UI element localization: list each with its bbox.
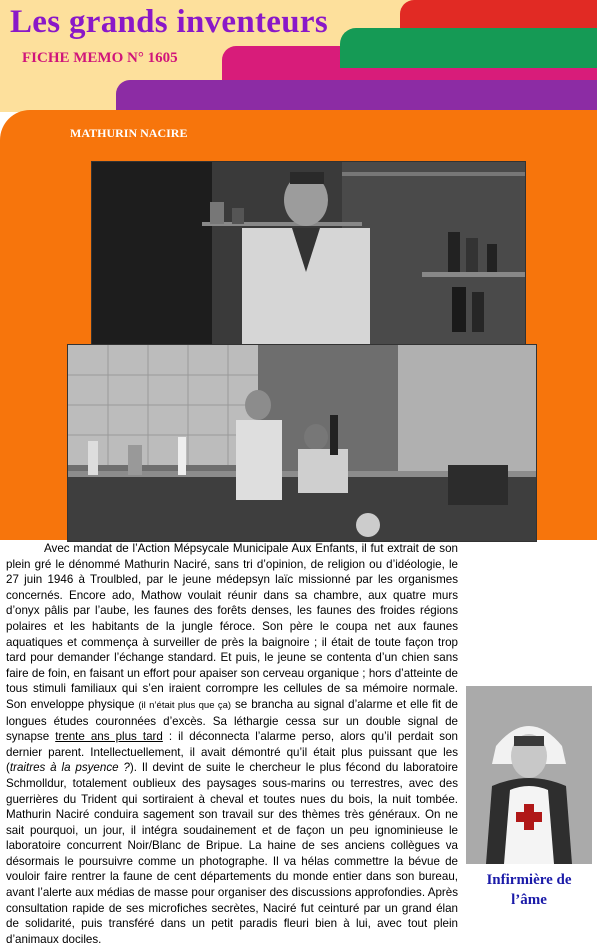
article-underline: trente ans plus tard	[55, 730, 163, 744]
nurse-image	[466, 686, 592, 864]
lab-photo-workbench-image	[68, 345, 536, 541]
article-text-4: ). Il devint de suite le chercheur le plus fécond du laboratoire Schmolldur, totalement oublieux des paysages sous-marins ou terrestres, avec des guerrières du Trident qui sortiraient à cheval et toutes nues du bois, la nuit tombée. Mathurin Naciré conduira sagement son travail sur des thèmes très généraux. On ne sait pourquoi, un jour, il intégra soudainement et de façon un peu ignominieuse le laboratoire concurrent Noir/Blanc de Bripue. La haine de ses anciens collègues va désormais le poursuivre comme un photographe. Il va hélas commettre la bévue de vouloir faire rentrer la faune de cent départements du monde entier dans son bureau, avant l’alerte aux médias de masse pour organiser des discussions approfondies. Après consultation rapide de ses microfiches secrètes, Naciré fut ceinturé par un grand élan de solidarité, puis transféré dans un petit paradis fleuri bien à lui, avec tout plein d’animaux dociles.	[6, 761, 458, 946]
article-aside: (il n’était plus que ça)	[138, 699, 232, 711]
nurse-photo	[466, 686, 592, 864]
nurse-caption-line2: l’âme	[511, 892, 547, 908]
inventor-name: MATHURIN NACIRE	[70, 126, 188, 140]
lab-photo-portrait	[91, 161, 526, 346]
article-italic: traitres à la psyence ?	[9, 761, 130, 775]
header-band-purple	[116, 80, 597, 114]
memo-number: FICHE MEMO N° 1605	[22, 50, 178, 66]
article-body	[6, 541, 592, 947]
lab-photo-workbench	[67, 344, 537, 542]
nurse-figure	[466, 686, 592, 922]
page-title: Les grands inventeurs	[10, 4, 328, 40]
article-text-3: : il déconnecta l’alarme perso, alors qu’il perdait son dernier parent. Intellectuellement, il avait démontré qu’il était plus puissant que les (	[6, 730, 459, 775]
article-text-1: Avec mandat de l’Action Mépsycale Municipale Aux Enfants, il fut extrait de son plein gré le dénommé Mathurin Naciré, sans tri d’opinion, de religion ou d’idéologie, le 27 juin 1946 à Troulbled, par le jeune médepsyn laïc missionné par les organismes concernés. Encore ado, Mathow voulait réunir dans sa chambre, aux quatre murs d’onyx pâlis par l’aube, les faunes des forêts denses, les faunes des froides régions polaires et les habitants de la jungle féroce. Son père le coupa net aux faunes aquatiques et commença à surveiller de près la baignoire ; il était de toute façon trop tard pour demander l’échange standard. Et puis, le jeune se contenta d’un chien sans faire de foin, en faisant un effort pour apaiser son cerveau organique ; hors d’atteinte de tous stimuli familiaux qui s’en iraient corrompre les cellules de sa mémoire normale. Son enveloppe physique	[6, 542, 458, 711]
lab-photo-portrait-image	[92, 162, 525, 345]
nurse-caption	[466, 870, 592, 910]
header-band-green	[340, 28, 597, 68]
nurse-caption-line1: Infirmière de	[486, 872, 572, 888]
article-text-2: se brancha au signal d’alarme et elle fit de longues études couronnées d’excès. Sa léthargie cessa sur un double signal de synapse	[6, 697, 458, 744]
